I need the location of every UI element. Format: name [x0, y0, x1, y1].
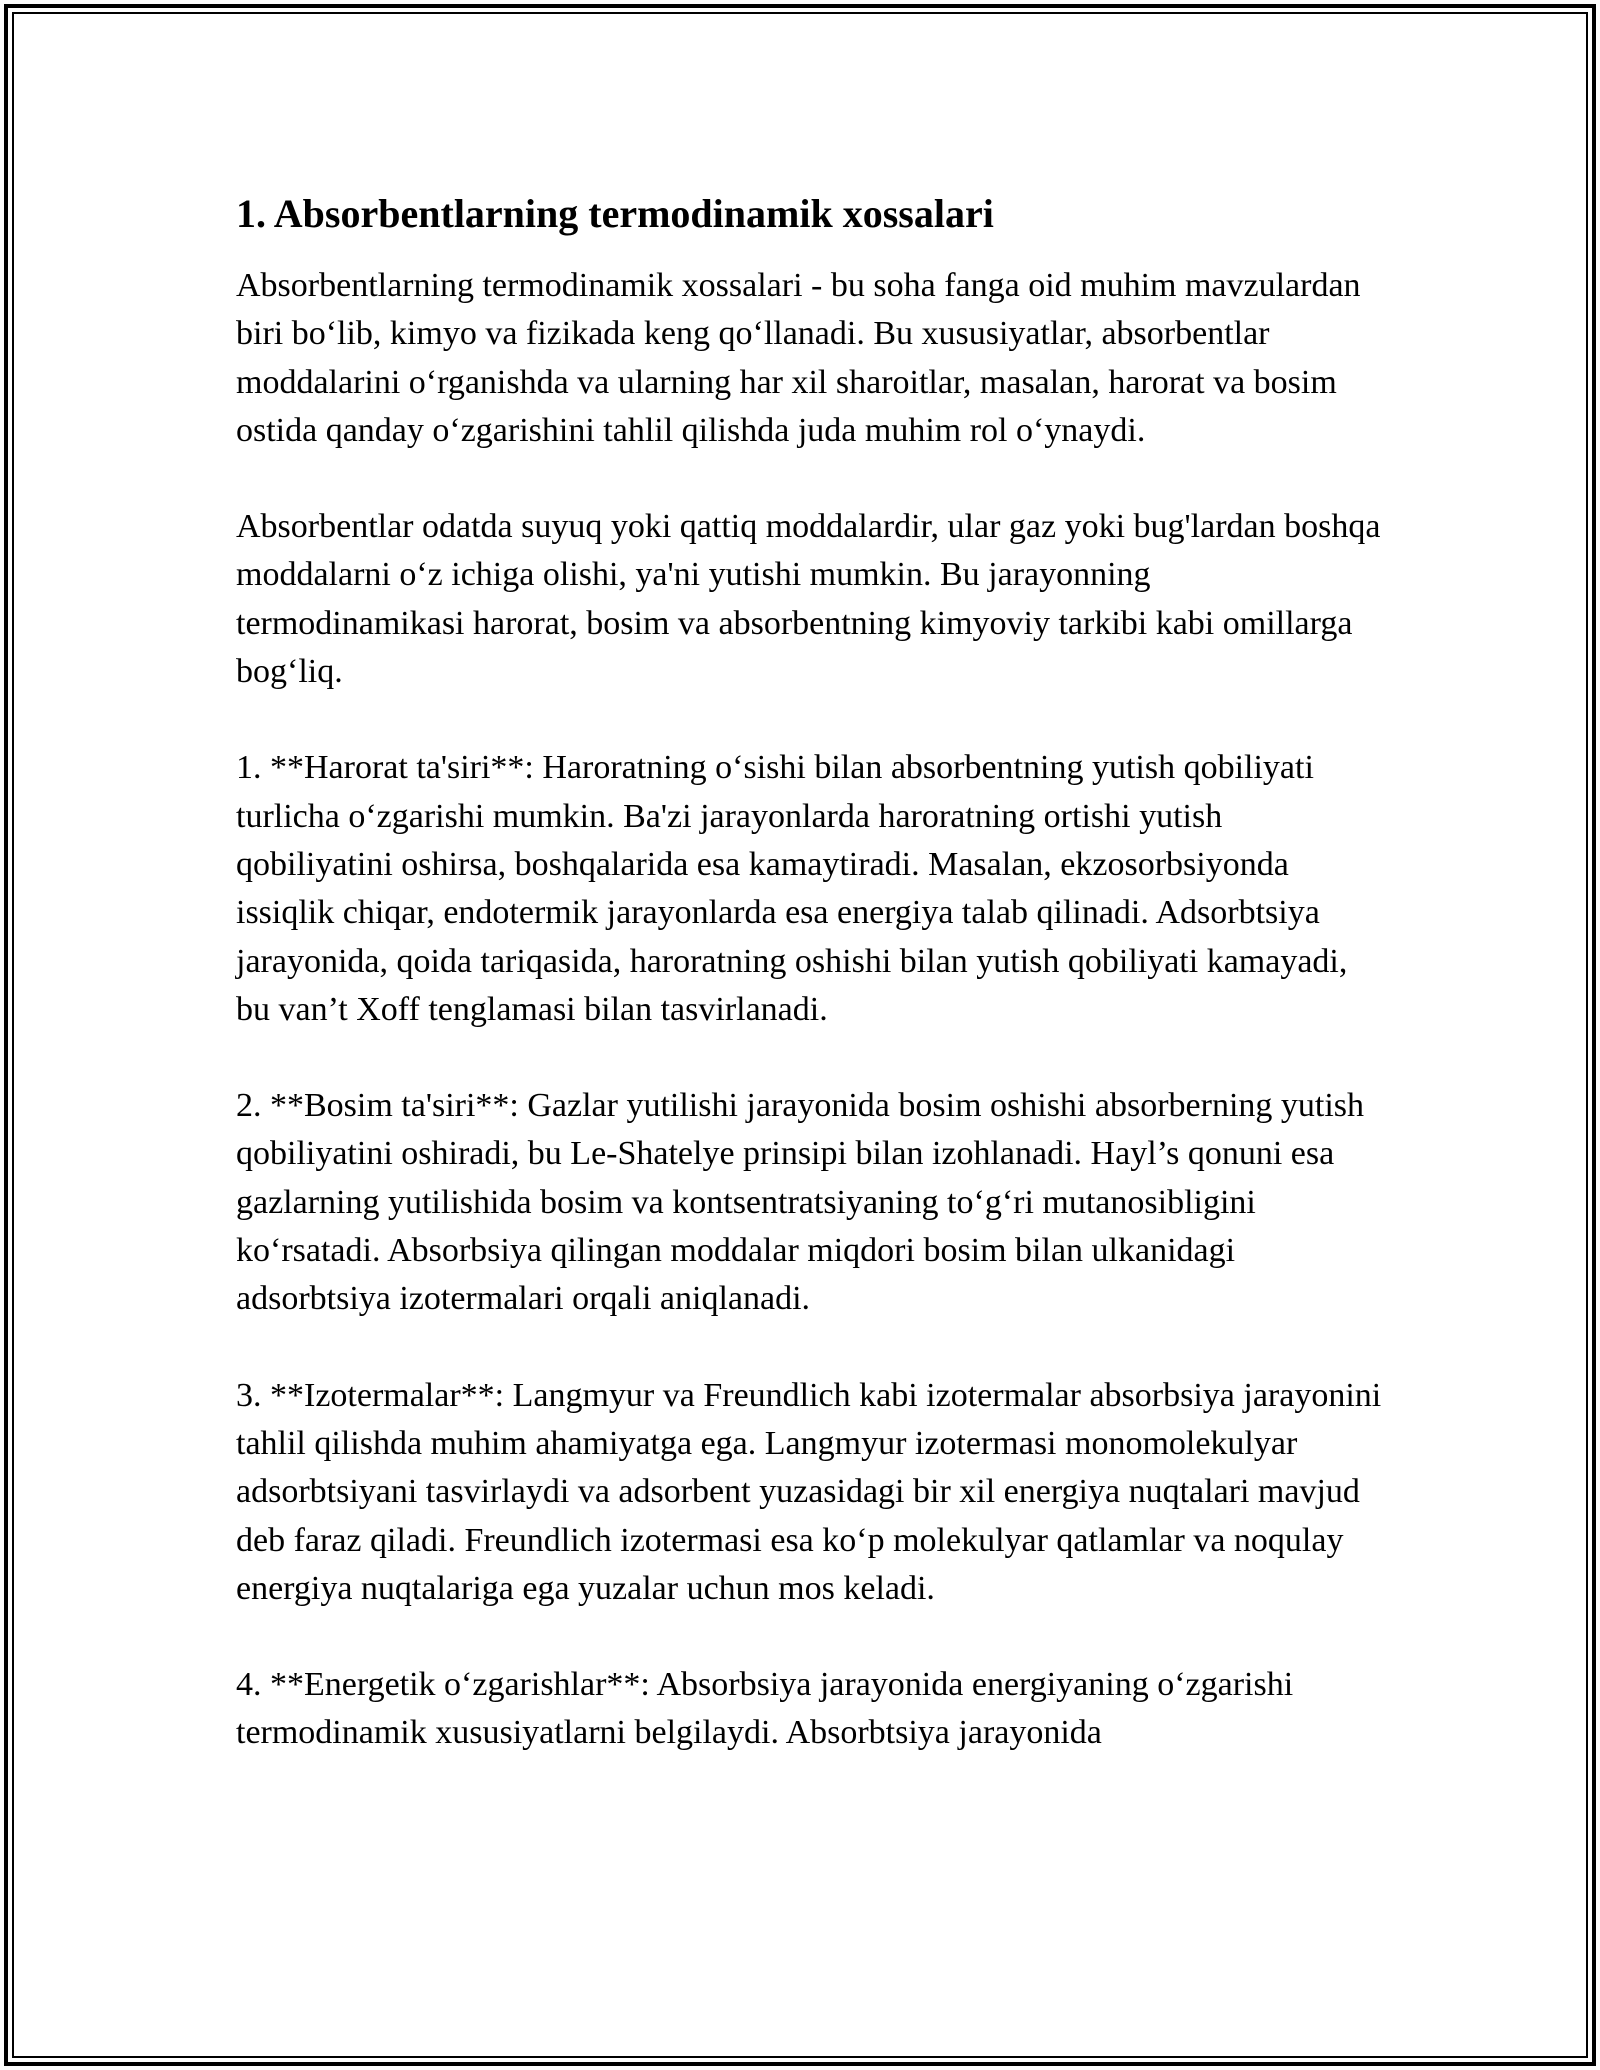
document-body [236, 188, 1386, 1806]
paragraph-intro: Absorbentlarning termodinamik xossalari - bu soha fanga oid muhim mavzulardan biri bo‘lib, kimyo va fizikada keng qo‘llanadi. Bu xususiyatlar, absorbentlar moddalarini o‘rganishda va ularning har xil sharoitlar, masalan, harorat va bosim ostida qanday o‘zgarishini tahlil qilishda juda muhim rol o‘ynaydi. [236, 267, 1361, 449]
document-title: 1. Absorbentlarning termodinamik xossalari [236, 191, 994, 236]
paragraph-absorbents: Absorbentlar odatda suyuq yoki qattiq moddalardir, ular gaz yoki bug'lardan boshqa moddalarni o‘z ichiga olishi, ya'ni yutishi mumkin. Bu jarayonning termodinamikasi harorat, bosim va absorbentning kimyoviy tarkibi kabi omillarga bog‘liq. [236, 508, 1381, 691]
paragraph-isotherms: 3. **Izotermalar**: Langmyur va Freundlich kabi izotermalar absorbsiya jarayonini tahlil qilishda muhim ahamiyatga ega. Langmyur izotermasi monomolekulyar adsorbtsiyani tasvirlaydi va adsorbent yuzasidagi bir xil energiya nuqtalari mavjud deb faraz qiladi. Freundlich izotermasi esa ko‘p molekulyar qatlamlar va noqulay energiya nuqtalariga ega yuzalar uchun mos keladi. [236, 1376, 1382, 1607]
paragraph-energy: 4. **Energetik o‘zgarishlar**: Absorbsiya jarayonida energiyaning o‘zgarishi termodinamik xususiyatlarni belgilaydi. Absorbtsiya jarayonida [236, 1666, 1294, 1752]
paragraph-pressure: 2. **Bosim ta'siri**: Gazlar yutilishi jarayonida bosim oshishi absorberning yutish qobiliyatini oshiradi, bu Le-Shatelye prinsipi bilan izohlanadi. Hayl’s qonuni esa gazlarning yutilishida bosim va kontsentratsiyaning to‘g‘ri mutanosibligini ko‘rsatadi. Absorbsiya qilingan moddalar miqdori bosim bilan ulkanidagi adsorbtsiya izotermalari orqali aniqlanadi. [236, 1087, 1365, 1318]
paragraph-temperature: 1. **Harorat ta'siri**: Haroratning o‘sishi bilan absorbentning yutish qobiliyati turlicha o‘zgarishi mumkin. Ba'zi jarayonlarda haroratning ortishi yutish qobiliyatini oshirsa, boshqalarida esa kamaytiradi. Masalan, ekzosorbsiyonda issiqlik chiqar, endotermik jarayonlarda esa energiya talab qilinadi. Adsorbtsiya jarayonida, qoida tariqasida, haroratning oshishi bilan yutish qobiliyati kamayadi, bu van’t Xoff tenglamasi bilan tasvirlanadi. [236, 749, 1348, 1028]
